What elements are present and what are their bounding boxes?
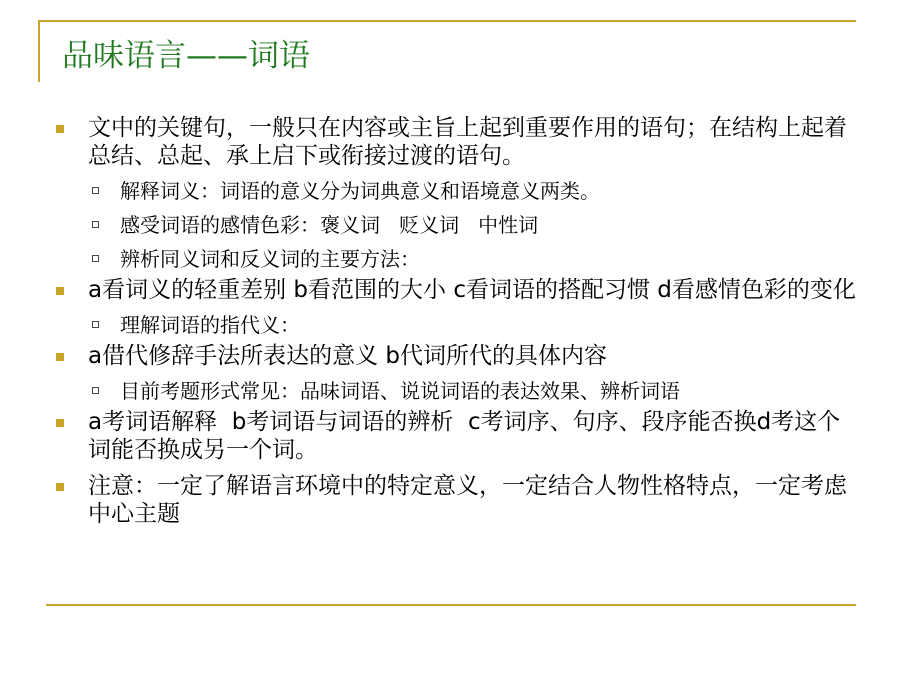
sub-bullet-text: 感受词语的感情色彩：褒义词 贬义词 中性词 (120, 213, 539, 237)
top-rule (38, 20, 856, 22)
square-bullet-icon (56, 483, 64, 491)
bullet-item (0, 408, 900, 464)
square-bullet-icon (56, 287, 64, 295)
bullet-item (0, 114, 900, 170)
bullet-text: 文中的关键句，一般只在内容或主旨上起到重要作用的语句；在结构上起着总结、总起、承上启下或衔接过渡的语句。 (88, 115, 847, 169)
slide-content (0, 114, 900, 528)
square-bullet-icon (56, 353, 64, 361)
sub-bullet-text: 目前考题形式常见：品味词语、说说词语的表达效果、辨析词语 (120, 379, 680, 403)
sub-bullet-item (0, 212, 900, 238)
bullet-item (0, 342, 900, 370)
left-rule (38, 20, 40, 82)
hollow-square-bullet-icon (92, 221, 99, 228)
bullet-text: a看词义的轻重差别 b看范围的大小 c看词语的搭配习惯 d看感情色彩的变化 (88, 277, 856, 303)
sub-bullet-text: 辨析同义词和反义词的主要方法： (120, 247, 420, 271)
hollow-square-bullet-icon (92, 255, 99, 262)
sub-bullet-item (0, 312, 900, 338)
sub-bullet-text: 理解词语的指代义： (120, 313, 300, 337)
sub-bullet-item (0, 378, 900, 404)
hollow-square-bullet-icon (92, 187, 99, 194)
slide-title: 品味语言——词语 (62, 38, 310, 74)
bullet-text: 注意：一定了解语言环境中的特定意义，一定结合人物性格特点，一定考虑中心主题 (88, 473, 847, 527)
bullet-item (0, 472, 900, 528)
sub-bullet-item (0, 246, 900, 272)
square-bullet-icon (56, 419, 64, 427)
bullet-text: a借代修辞手法所表达的意义 b代词所代的具体内容 (88, 343, 608, 369)
bottom-rule (46, 604, 856, 606)
bullet-text: a考词语解释 b考词语与词语的辨析 c考词序、句序、段序能否换d考这个词能否换成另一个词。 (88, 409, 841, 463)
bullet-item (0, 276, 900, 304)
sub-bullet-item (0, 178, 900, 204)
square-bullet-icon (56, 125, 64, 133)
sub-bullet-text: 解释词义：词语的意义分为词典意义和语境意义两类。 (120, 179, 600, 203)
hollow-square-bullet-icon (92, 387, 99, 394)
hollow-square-bullet-icon (92, 321, 99, 328)
